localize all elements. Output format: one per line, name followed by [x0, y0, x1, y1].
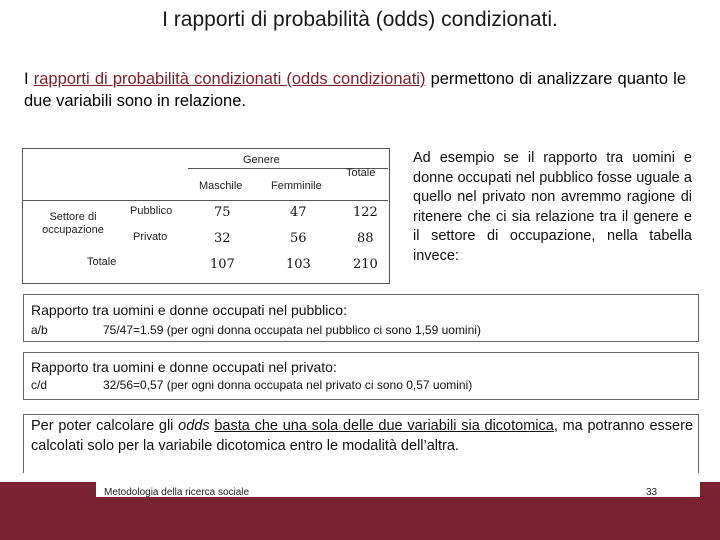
public-ratio-calc: 75/47=1.59 (per ogni donna occupata nel pubblico ci sono 1,59 uomini)	[103, 323, 481, 337]
cell-value: 107	[210, 257, 235, 272]
cell-value: 210	[353, 257, 378, 272]
header-totale: Totale	[346, 167, 376, 179]
footer-right-accent	[700, 482, 720, 497]
cell-value: 47	[290, 205, 307, 220]
cell-value: 75	[214, 205, 231, 220]
conclusion-start: Per poter calcolare gli	[31, 418, 179, 434]
intro-highlight: rapporti di probabilità condizionati (odds condizionati)	[33, 70, 426, 88]
side-explanation: Ad esempio se il rapporto tra uomini e donne occupati nel pubblico fosse uguale a quello nel privato non avremmo ragione di ritenere che ci sia relazione tra il genere e il settore di occupazione, nella tabella invece:	[413, 150, 692, 264]
public-ratio-title: Rapporto tra uomini e donne occupati nel pubblico:	[31, 302, 347, 318]
cell-value: 122	[353, 205, 378, 220]
footer-course: Metodologia della ricerca sociale	[104, 487, 250, 498]
cell-value: 32	[214, 231, 231, 246]
header-femminile: Femminile	[271, 180, 322, 192]
row-header-settore: Settore di occupazione	[42, 211, 104, 236]
header-genere: Genere	[243, 154, 280, 166]
private-ratio-title: Rapporto tra uomini e donne occupati nel privato:	[31, 359, 337, 375]
row-label-pubblico: Pubblico	[130, 205, 173, 217]
header-maschile: Maschile	[199, 180, 243, 192]
private-ratio-calc: 32/56=0,57 (per ogni donna occupata nel privato ci sono 0,57 uomini)	[103, 378, 473, 392]
conclusion-underlined: basta che una sola delle due variabili sia dicotomica	[214, 418, 554, 434]
conclusion-text	[31, 416, 693, 456]
footer-bar	[0, 497, 720, 540]
conclusion-end: , ma potranno essere calcolati solo per la variabile dicotomica entro le modalità dell’altra.	[31, 418, 694, 454]
cell-value: 56	[290, 231, 307, 246]
private-ratio-label: c/d	[31, 378, 48, 392]
row-label-totale: Totale	[87, 256, 117, 268]
cell-value: 88	[357, 231, 374, 246]
intro-paragraph	[24, 68, 686, 112]
row-label-privato: Privato	[133, 231, 168, 243]
cell-value: 103	[286, 257, 311, 272]
intro-text-start: I	[24, 70, 34, 88]
page-number: 33	[646, 487, 658, 498]
public-ratio-label: a/b	[31, 323, 48, 337]
footer-left-accent	[0, 482, 96, 497]
conclusion-odds: odds	[178, 418, 210, 434]
table-divider	[22, 200, 388, 201]
intro-text-end: permettono di analizzare quanto le due variabili sono in relazione.	[24, 70, 686, 110]
slide-title: I rapporti di probabilità (odds) condizionati.	[162, 8, 558, 31]
